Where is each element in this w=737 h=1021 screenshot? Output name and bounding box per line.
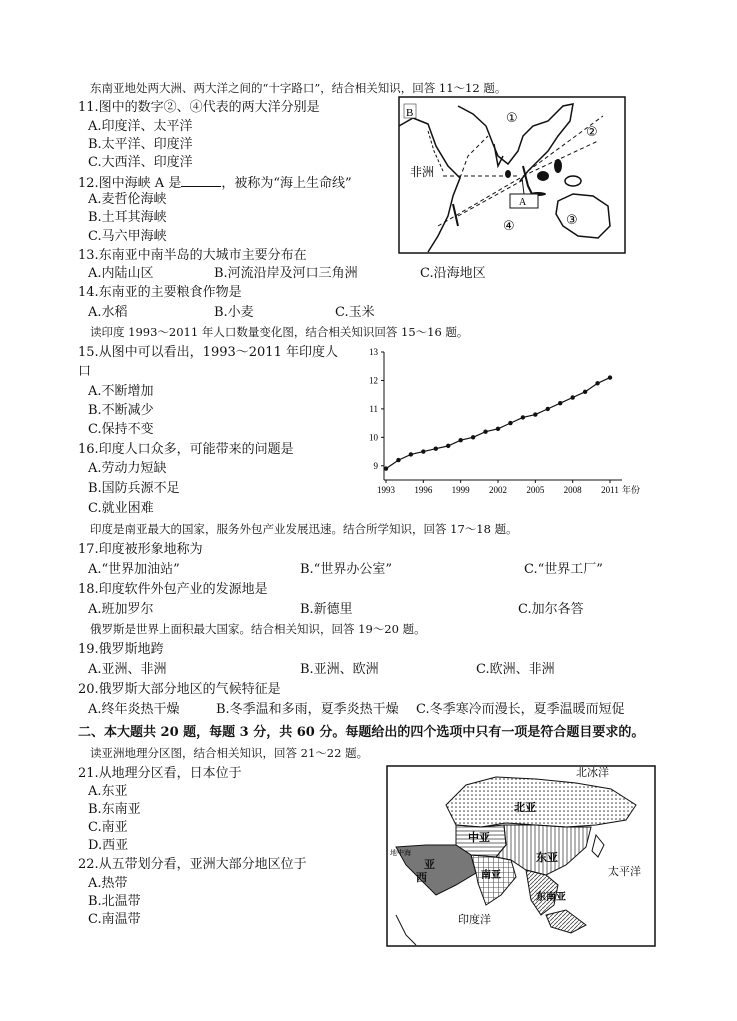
label-circle-4: ④	[503, 219, 515, 234]
section-heading: 二、本大题共 20 题，每题 3 分，共 60 分。每题给出的四个选项中只有一项是符合题目要求的。	[78, 725, 645, 740]
option-22-c[interactable]: C.南温带	[88, 912, 141, 927]
option-14-b[interactable]: B.小麦	[214, 305, 254, 320]
intro-text: 俄罗斯是世界上面积最大国家。结合相关知识，回答 19～20 题。	[90, 622, 426, 636]
option-22-b[interactable]: B.北温带	[88, 894, 141, 909]
option-18-b[interactable]: B.新德里	[300, 602, 353, 617]
data-point	[471, 435, 475, 439]
option-18-a[interactable]: A.班加罗尔	[88, 602, 154, 617]
option-13-b[interactable]: B.河流沿岸及河口三角洲	[214, 266, 358, 281]
question-15-stem: 15.从图中可以看出，1993～2011 年印度人	[78, 345, 338, 360]
data-point	[570, 395, 574, 399]
data-point	[396, 458, 400, 462]
india-population-chart	[360, 340, 660, 500]
option-13-c[interactable]: C.沿海地区	[420, 266, 486, 281]
option-17-b[interactable]: B.“世界办公室”	[300, 562, 392, 577]
option-19-b[interactable]: B.亚洲、欧洲	[300, 662, 379, 677]
option-19-a[interactable]: A.亚洲、非洲	[88, 662, 167, 677]
question-18-stem: 18.印度软件外包产业的发源地是	[78, 582, 268, 597]
question-21-stem: 21.从地理分区看，日本位于	[78, 766, 242, 781]
data-point	[533, 412, 537, 416]
question-16-stem: 16.印度人口众多，可能带来的问题是	[78, 442, 294, 457]
label-indian-ocean: 印度洋	[458, 913, 491, 926]
x-tick-label: 1999	[451, 485, 470, 495]
option-11-a[interactable]: A.印度洋、太平洋	[88, 119, 193, 134]
question-11-stem: 11.图中的数字②、④代表的两大洋分别是	[78, 100, 320, 115]
data-point	[446, 444, 450, 448]
option-15-b[interactable]: B.不断减少	[88, 403, 154, 418]
data-point	[496, 427, 500, 431]
option-20-a[interactable]: A.终年炎热干燥	[88, 702, 180, 717]
data-point	[608, 375, 612, 379]
option-12-a[interactable]: A.麦哲伦海峡	[88, 192, 167, 207]
y-tick-label: 11	[369, 403, 378, 414]
data-point	[483, 429, 487, 433]
y-tick-label: 9	[373, 460, 378, 471]
label-central-asia: 中亚	[468, 831, 490, 844]
option-17-a[interactable]: A.“世界加油站”	[88, 562, 180, 577]
data-point	[421, 449, 425, 453]
label-circle-2: ②	[586, 125, 598, 140]
option-12-b[interactable]: B.土耳其海峡	[88, 210, 167, 225]
y-tick-label: 13	[369, 347, 378, 357]
question-22-stem: 22.从五带划分看，亚洲大部分地区位于	[78, 857, 307, 872]
question-12-stem: 12.图中海峡 A 是 ，被称为“海上生命线”	[78, 176, 352, 191]
label-west-asia-2: 西	[416, 871, 427, 884]
option-14-a[interactable]: A.水稻	[88, 305, 128, 320]
label-south-asia: 南亚	[481, 870, 501, 881]
question-20-stem: 20.俄罗斯大部分地区的气候特征是	[78, 682, 281, 697]
data-point	[583, 390, 587, 394]
option-14-c[interactable]: C.玉米	[335, 305, 375, 320]
data-point	[384, 466, 388, 470]
question-17-stem: 17.印度被形象地称为	[78, 542, 203, 557]
southeast-asia-map	[398, 96, 626, 254]
label-circle-3: ③	[566, 213, 578, 228]
y-tick-label: 12	[369, 375, 378, 386]
option-21-b[interactable]: B.东南亚	[88, 802, 141, 817]
option-16-c[interactable]: C.就业困难	[88, 501, 154, 516]
question-13-stem: 13.东南亚中南半岛的大城市主要分布在	[78, 248, 307, 263]
label-pacific-ocean: 太平洋	[608, 865, 641, 878]
data-point	[508, 421, 512, 425]
data-point	[595, 381, 599, 385]
data-point	[558, 401, 562, 405]
option-17-c[interactable]: C.“世界工厂”	[524, 562, 603, 577]
label-mediterranean: 地中海	[390, 849, 411, 857]
option-20-b[interactable]: B.冬季温和多雨，夏季炎热干燥	[216, 702, 399, 717]
option-18-c[interactable]: C.加尔各答	[518, 602, 584, 617]
data-point	[409, 452, 413, 456]
option-20-c[interactable]: C.冬季寒冷而漫长，夏季温暖而短促	[416, 702, 625, 717]
label-east-asia: 东亚	[536, 851, 558, 864]
data-point	[434, 447, 438, 451]
option-13-a[interactable]: A.内陆山区	[88, 266, 154, 281]
x-tick-label: 2005	[526, 485, 545, 495]
option-21-c[interactable]: C.南亚	[88, 820, 128, 835]
data-point	[521, 415, 525, 419]
intro-text: 读亚洲地理分区图，结合相关知识，回答 21～22 题。	[90, 746, 369, 760]
intro-text: 印度是南亚最大的国家，服务外包产业发展迅速。结合所学知识，回答 17～18 题。	[90, 522, 518, 536]
data-point	[546, 407, 550, 411]
label-a: A	[519, 197, 527, 208]
question-15-stem-cont: 口	[78, 364, 92, 379]
question-19-stem: 19.俄罗斯地跨	[78, 642, 164, 657]
answer-blank[interactable]	[181, 174, 221, 187]
option-16-b[interactable]: B.国防兵源不足	[88, 481, 180, 496]
option-12-c[interactable]: C.马六甲海峡	[88, 229, 167, 244]
option-15-c[interactable]: C.保持不变	[88, 422, 154, 437]
x-tick-label: 1996	[414, 485, 433, 495]
label-circle-1: ①	[506, 111, 518, 126]
option-21-d[interactable]: D.西亚	[88, 838, 129, 853]
intro-text: 东南亚地处两大洲、两大洋之间的“十字路口”，结合相关知识，回答 11～12 题。	[90, 81, 507, 95]
label-southeast-asia: 东南亚	[536, 892, 566, 903]
label-west-asia-1: 亚	[424, 858, 435, 871]
option-19-c[interactable]: C.欧洲、非洲	[476, 662, 555, 677]
label-arctic-ocean: 北冰洋	[576, 766, 609, 779]
x-tick-label: 2011	[601, 485, 619, 495]
label-north-asia: 北亚	[514, 801, 536, 814]
label-africa: 非洲	[410, 165, 435, 179]
y-tick-label: 10	[369, 432, 378, 443]
question-14-stem: 14.东南亚的主要粮食作物是	[78, 285, 242, 300]
option-22-a[interactable]: A.热带	[88, 876, 128, 891]
x-tick-label: 2002	[489, 485, 507, 495]
x-tick-label: 2008	[563, 485, 582, 495]
intro-text: 读印度 1993～2011 年人口数量变化图，结合相关知识回答 15～16 题。	[90, 325, 469, 339]
x-axis-label: 年份	[622, 486, 641, 496]
data-point	[458, 438, 462, 442]
option-21-a[interactable]: A.东亚	[88, 784, 128, 799]
option-15-a[interactable]: A.不断增加	[88, 384, 154, 399]
asia-regions-map	[386, 765, 656, 947]
x-tick-label: 1993	[377, 485, 395, 495]
option-11-c[interactable]: C.大西洋、印度洋	[88, 155, 193, 170]
population-line	[386, 378, 610, 469]
option-16-a[interactable]: A.劳动力短缺	[88, 461, 167, 476]
label-b: B	[406, 107, 414, 119]
option-11-b[interactable]: B.太平洋、印度洋	[88, 137, 193, 152]
